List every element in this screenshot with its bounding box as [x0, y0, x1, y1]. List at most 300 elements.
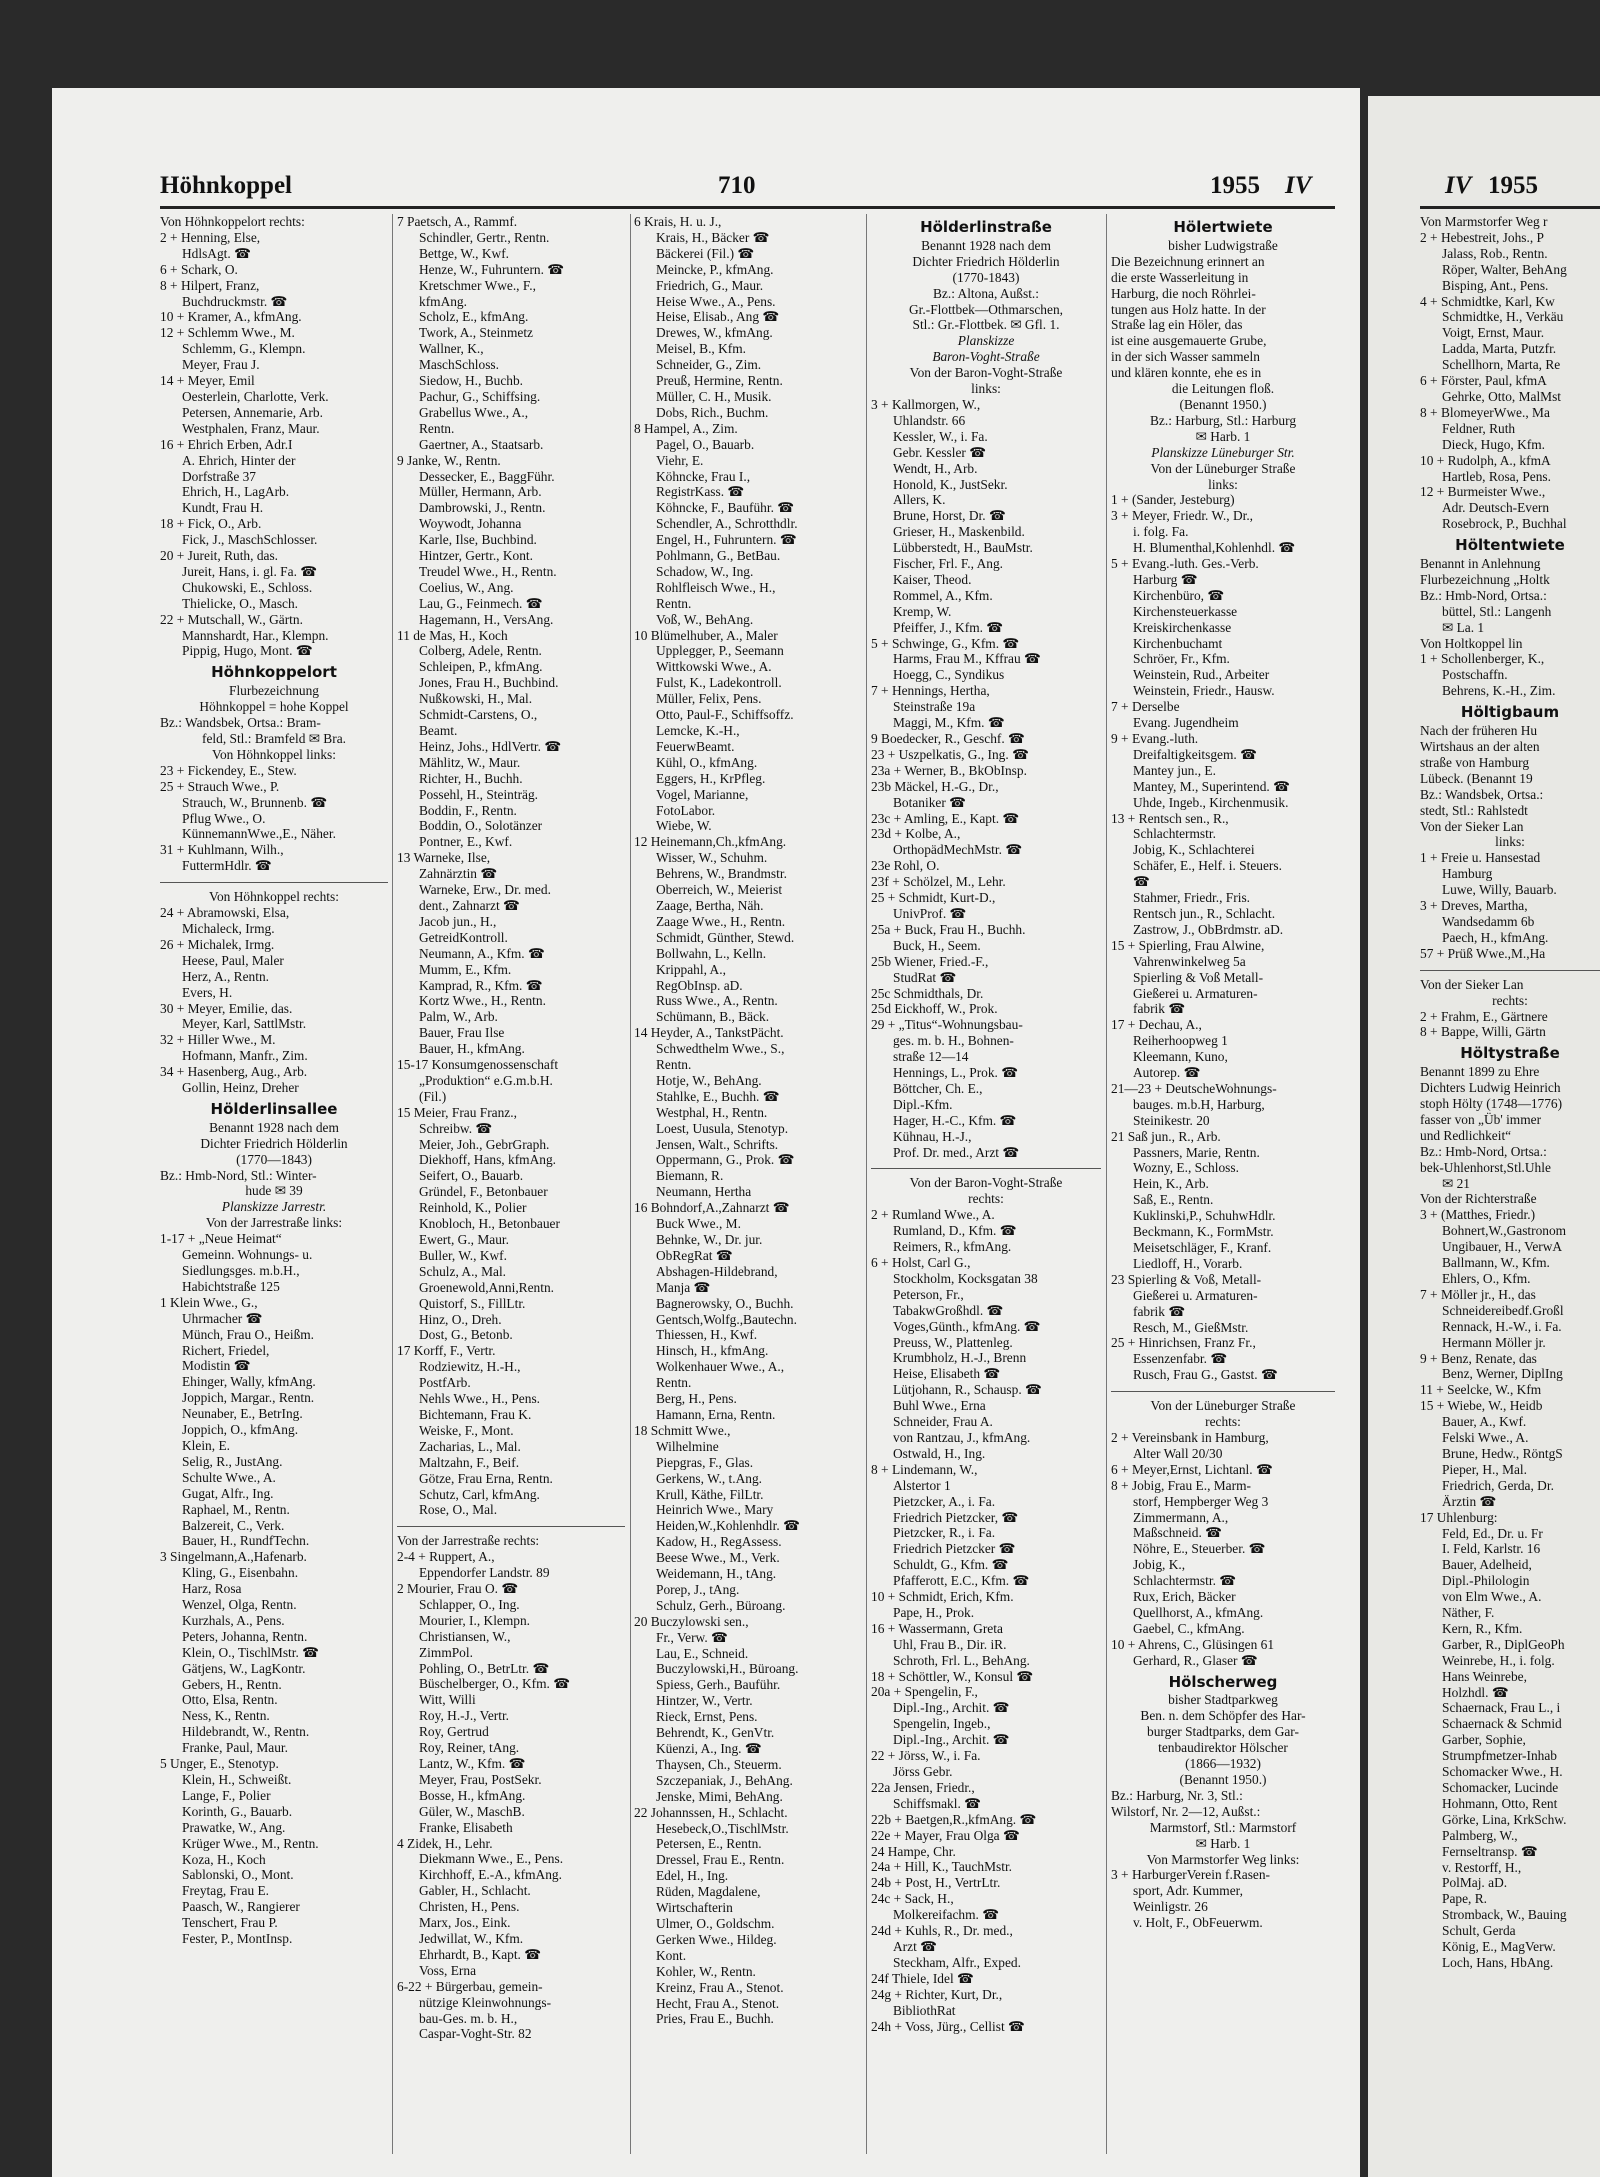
resident-line: Thielicke, O., Masch. — [182, 595, 299, 611]
resident-line: Harms, Frau M., Kffrau ☎ — [893, 651, 1041, 667]
resident-line: Resch, M., GießMstr. — [1133, 1319, 1249, 1335]
resident-line: Voigt, Ernst, Maur. — [1442, 325, 1545, 341]
directory-entry-line: 2 + Vereinsbank in Hamburg, — [1111, 1429, 1269, 1445]
resident-line: Güler, W., MaschB. — [419, 1803, 525, 1819]
resident-line: Gaebel, C., kfmAng. — [1133, 1620, 1245, 1636]
street-note-line: (1770—1843) — [236, 1151, 312, 1167]
resident-line: Görke, Lina, KrkSchw. — [1442, 1811, 1567, 1827]
resident-line: Gründel, F., Betonbauer — [419, 1184, 548, 1200]
resident-line: Uhde, Ingeb., Kirchenmusik. — [1133, 794, 1289, 810]
directory-entry-line: 24h + Voss, Jürg., Cellist ☎ — [871, 2018, 1025, 2034]
directory-entry-line: 1 + Freie u. Hansestad — [1420, 850, 1541, 866]
resident-line: Heinz, Johs., HdlVertr. ☎ — [419, 738, 562, 754]
resident-line: Zaage Wwe., H., Rentn. — [656, 913, 786, 929]
resident-line: Autorep. ☎ — [1133, 1065, 1201, 1081]
resident-line: Nehls Wwe., H., Pens. — [419, 1391, 540, 1407]
resident-line: Reinhold, K., Polier — [419, 1200, 527, 1216]
resident-line: Steinstraße 19a — [893, 699, 976, 715]
directory-entry-line: in der sich Wasser sammeln — [1111, 349, 1260, 365]
resident-line: Seifert, O., Bauarb. — [419, 1168, 524, 1184]
resident-line: Feldner, Ruth — [1442, 420, 1516, 436]
resident-line: Rosebrock, P., Buchhal — [1442, 516, 1567, 532]
resident-line: Uhrmacher ☎ — [182, 1310, 263, 1326]
resident-line: Gießerei u. Armaturen- — [1133, 1287, 1258, 1303]
resident-line: Steinikestr. 20 — [1133, 1112, 1210, 1128]
resident-line: Vogel, Marianne, — [656, 786, 749, 802]
resident-line: Schindler, Gertr., Rentn. — [419, 229, 550, 245]
resident-line: Neumann, A., Kfm. ☎ — [419, 945, 545, 961]
resident-line: Jedwillat, W., Kfm. — [419, 1930, 524, 1946]
resident-line: Gaertner, A., Staatsarb. — [419, 436, 544, 452]
resident-line: Weidemann, H., tAng. — [656, 1566, 777, 1582]
resident-line: Twork, A., Steinmetz — [419, 325, 533, 341]
directory-entry-line: Benannt 1899 zu Ehre — [1420, 1064, 1540, 1080]
street-note-line: ✉ Harb. 1 — [1195, 1835, 1251, 1851]
resident-line: Müller, Felix, Pens. — [656, 691, 762, 707]
resident-line: Köhncke, F., Bauführ. ☎ — [656, 500, 794, 516]
resident-line: Kreinz, Frau A., Stenot. — [656, 1979, 784, 1995]
resident-line: Rennack, H.-W., i. Fa. — [1442, 1318, 1562, 1334]
resident-line: Behrendt, K., GenVtr. — [656, 1725, 775, 1741]
directory-entry-line: 23d + Kolbe, A., — [871, 826, 961, 842]
resident-line: KünnemannWwe.,E., Näher. — [182, 826, 336, 842]
street-note-line: die Leitungen floß. — [1171, 381, 1275, 397]
resident-line: Meyer, Frau J. — [182, 357, 260, 373]
directory-entry-line: 23 Spierling & Voß, Metall- — [1111, 1271, 1262, 1287]
street-note-line: Von der Jarrestraße links: — [205, 1215, 343, 1231]
resident-line: Lemcke, K.-H., — [656, 723, 740, 738]
directory-entry-line: 14 Heyder, A., TankstPächt. — [634, 1025, 784, 1041]
resident-line: Büschelberger, O., Kfm. ☎ — [419, 1676, 570, 1692]
directory-entry-line: 1 Klein Wwe., G., — [160, 1294, 258, 1310]
directory-entry-line: 15 Meier, Frau Franz., — [397, 1104, 517, 1120]
resident-line: Bauer, Frau Ilse — [419, 1025, 505, 1041]
resident-line: Thaysen, Ch., Steuerm. — [656, 1756, 782, 1772]
resident-line: Warneke, Erw., Dr. med. — [419, 882, 551, 898]
resident-line: Koza, H., Koch — [182, 1851, 266, 1867]
directory-column-4 — [871, 214, 1101, 2164]
street-note-line: Stl.: Gr.-Flottbek. ✉ Gfl. 1. — [912, 317, 1060, 333]
directory-entry-line: stedt, Stl.: Rahlstedt — [1420, 802, 1528, 818]
resident-line: Rux, Erich, Bäcker — [1133, 1589, 1236, 1605]
resident-line: Pachur, G., Schiffsing. — [419, 388, 541, 404]
resident-line: Reiherhoopweg 1 — [1133, 1033, 1228, 1049]
directory-entry-line: 8 + Hilpert, Franz, — [160, 277, 260, 293]
resident-line: Luwe, Willy, Bauarb. — [1442, 882, 1557, 898]
resident-line: von Elm Wwe., A. — [1442, 1589, 1542, 1605]
facing-edition-year: 1955 — [1488, 172, 1538, 199]
resident-line: Schadow, W., Ing. — [656, 563, 754, 579]
directory-entry-line: 22e + Mayer, Frau Olga ☎ — [871, 1827, 1020, 1843]
resident-line: Buck Wwe., M. — [656, 1216, 741, 1232]
resident-line: Westphalen, Franz, Maur. — [182, 420, 320, 436]
resident-line: Bohnert,W.,Gastronom — [1442, 1223, 1567, 1239]
resident-line: Franke, Paul, Maur. — [182, 1740, 288, 1756]
resident-line: Loest, Uusula, Stenotyp. — [656, 1120, 789, 1136]
resident-line: Liedloff, H., Vorarb. — [1133, 1255, 1243, 1271]
resident-line: Schäfer, E., Helf. i. Steuers. — [1133, 858, 1282, 874]
resident-line: Paasch, W., Rangierer — [182, 1899, 300, 1915]
directory-entry-line: Von der Sieker Lan — [1420, 976, 1524, 992]
resident-line: Dressel, Frau E., Rentn. — [656, 1852, 785, 1868]
resident-line: Götze, Frau Erna, Rentn. — [419, 1470, 553, 1486]
resident-line: büttel, Stl.: Langenh — [1442, 603, 1552, 619]
resident-line: Meyer, Karl, SattlMstr. — [182, 1016, 307, 1032]
resident-line: Bagnerowsky, O., Buchh. — [656, 1295, 794, 1311]
resident-line: Upplegger, P., Seemann — [656, 643, 784, 659]
resident-line: Dieck, Hugo, Kfm. — [1442, 436, 1546, 452]
directory-entry-line: 23a + Werner, B., BkObInsp. — [871, 762, 1027, 778]
resident-line: Jobig, K., — [1133, 1557, 1186, 1573]
resident-line: Gentsch,Wolfg.,Bautechn. — [656, 1311, 797, 1327]
street-note-line: Von der Lüneburger Straße — [1150, 1398, 1296, 1414]
resident-line: Münch, Frau O., Heißm. — [182, 1326, 315, 1342]
street-note-line: links: — [971, 381, 1001, 397]
resident-line: Berg, H., Pens. — [656, 1391, 737, 1407]
resident-line: Behrens, K.-H., Zim. — [1442, 683, 1556, 699]
resident-line: Arzt ☎ — [893, 1938, 937, 1954]
resident-line: Kirchensteuerkasse — [1133, 603, 1238, 619]
street-note-line: Flurbezeichnung — [229, 683, 319, 699]
resident-line: Brune, Hedw., RöntgS — [1442, 1445, 1563, 1461]
resident-line: Heinrich Wwe., Mary — [656, 1502, 774, 1518]
resident-line: Grabellus Wwe., A., — [419, 404, 529, 420]
street-note-line: links: — [1495, 834, 1525, 850]
resident-line: Hennings, L., Prok. ☎ — [893, 1065, 1018, 1081]
directory-entry-line: 24c + Sack, H., — [871, 1891, 954, 1907]
resident-line: Schwedthelm Wwe., S., — [656, 1041, 785, 1057]
directory-column-1 — [160, 214, 388, 2164]
directory-entry-line: 14 + Meyer, Emil — [160, 373, 255, 389]
resident-line: Viehr, E. — [656, 452, 704, 468]
resident-line: Krull, Käthe, FilLtr. — [656, 1486, 764, 1502]
resident-line: Heese, Paul, Maler — [182, 952, 284, 968]
directory-column-5 — [1111, 214, 1335, 2164]
resident-line: Stromback, W., Bauing — [1442, 1907, 1567, 1923]
resident-line: Nöhre, E., Steuerber. ☎ — [1133, 1541, 1266, 1557]
resident-line: PostfArb. — [419, 1375, 471, 1391]
resident-line: Roy, Reiner, tAng. — [419, 1740, 520, 1756]
resident-line: MaschSchloss. — [419, 357, 499, 373]
resident-line: Heise, Elisabeth ☎ — [893, 1366, 1001, 1382]
resident-line: Kretschmer Wwe., F., — [419, 277, 536, 293]
resident-line: Gerken Wwe., Hildeg. — [656, 1931, 777, 1947]
resident-line: Zimmermann, A., — [1133, 1509, 1229, 1525]
street-note-line: (Benannt 1950.) — [1179, 1772, 1267, 1787]
resident-line: Piepgras, F., Glas. — [656, 1454, 754, 1470]
directory-entry-line: 8 + BlomeyerWwe., Ma — [1420, 404, 1550, 420]
resident-line: Kirchenbüro, ☎ — [1133, 587, 1225, 603]
resident-line: Hintzer, Gertr., Kont. — [419, 548, 533, 564]
directory-entry-line: 2 + Rumland Wwe., A. — [871, 1207, 995, 1223]
resident-line: Dipl.-Ing., Archit. ☎ — [893, 1732, 1010, 1748]
resident-line: Dambrowski, J., Rentn. — [419, 500, 546, 516]
resident-line: Henze, W., Fuhruntern. ☎ — [419, 261, 564, 277]
resident-line: Pippig, Hugo, Mont. ☎ — [182, 643, 313, 659]
directory-entry-line: 6 + Holst, Carl G., — [871, 1255, 971, 1270]
directory-entry-line: 6 + Schark, O. — [160, 261, 238, 277]
resident-line: Gerkens, W., t.Ang. — [656, 1470, 762, 1486]
resident-line: storf, Hempberger Weg 3 — [1133, 1493, 1269, 1509]
column-divider-3 — [866, 214, 867, 2154]
resident-line: Müller, Hermann, Arb. — [419, 484, 542, 500]
resident-line: Alter Wall 20/30 — [1133, 1445, 1223, 1461]
street-note-line: Bz.: Harburg, Stl.: Harburg — [1149, 412, 1297, 428]
resident-line: Dorfstraße 37 — [182, 468, 256, 484]
street-note-line: Bz.: Altona, Außst.: — [932, 285, 1039, 301]
directory-entry-line: 25a + Buck, Frau H., Buchh. — [871, 921, 1026, 937]
resident-line: Kreiskirchenkasse — [1133, 619, 1232, 635]
resident-line: Kohler, W., Rentn. — [656, 1963, 756, 1979]
resident-line: Modistin ☎ — [182, 1358, 251, 1374]
resident-line: Kern, R., Kfm. — [1442, 1620, 1523, 1636]
resident-line: nützige Kleinwohnungs- — [419, 1994, 552, 2010]
resident-line: Caspar-Voght-Str. 82 — [419, 2026, 532, 2042]
directory-entry-line: 10 + Ahrens, C., Glüsingen 61 — [1111, 1636, 1275, 1652]
plan-reference: Planskizze Lüneburger Str. — [1151, 444, 1295, 460]
resident-line: Grieser, H., Maskenbild. — [893, 524, 1025, 540]
resident-line: Spiess, Gerh., Bauführ. — [656, 1677, 781, 1693]
directory-entry-line: und Redlichkeit“ — [1420, 1127, 1512, 1143]
resident-line: Otto, Paul-F., Schiffsoffz. — [656, 707, 794, 723]
directory-entry-line: Nach der früheren Hu — [1420, 723, 1538, 739]
resident-line: Hohmann, Otto, Rent — [1442, 1795, 1558, 1811]
resident-line: Fischer, Frl. F., Ang. — [893, 556, 1003, 572]
resident-line: bauges. m.b.H, Harburg, — [1133, 1096, 1265, 1112]
directory-entry-line: 1-17 + „Neue Heimat“ — [160, 1231, 282, 1247]
directory-entry-line: 8 + Jobig, Frau E., Marm- — [1111, 1477, 1251, 1493]
resident-line: Schmidtke, H., Verkäu — [1442, 309, 1564, 325]
resident-line: Alstertor 1 — [893, 1477, 951, 1493]
resident-line: Bettge, W., Kwf. — [419, 245, 510, 261]
resident-line: Bauer, A., Kwf. — [1442, 1414, 1527, 1430]
resident-line: Schlachtermstr. ☎ — [1133, 1573, 1236, 1589]
resident-line: Joppich, O., kfmAng. — [182, 1422, 299, 1438]
resident-line: Müller, C. H., Musik. — [656, 388, 772, 404]
resident-line: Weinstein, Rud., Arbeiter — [1133, 667, 1270, 683]
resident-line: Voges,Günth., kfmAng. ☎ — [893, 1318, 1041, 1334]
resident-line: Böttcher, Ch. E., — [893, 1080, 983, 1096]
resident-line: Pfeiffer, J., Kfm. ☎ — [893, 619, 1003, 635]
directory-entry-line: fasser von „Üb' immer — [1420, 1111, 1542, 1127]
resident-line: Wolkenhauer Wwe., A., — [656, 1359, 785, 1375]
resident-line: Meisetschläger, F., Kranf. — [1133, 1240, 1272, 1255]
resident-line: Stahlke, E., Buchh. ☎ — [656, 1088, 780, 1104]
resident-line: Schaernack, Frau L., i — [1442, 1700, 1561, 1716]
directory-entry-line: 25c Schmidthals, Dr. — [871, 985, 984, 1001]
resident-line: Rumland, D., Kfm. ☎ — [893, 1223, 1017, 1239]
resident-line: straße 12—14 — [893, 1049, 969, 1065]
directory-entry-line: 7 + Hennings, Hertha, — [871, 683, 990, 699]
resident-line: Schulte Wwe., A. — [182, 1469, 276, 1485]
resident-line: Schutz, Carl, kfmAng. — [419, 1486, 540, 1502]
section-divider — [1111, 1391, 1335, 1392]
resident-line: Franke, Elisabeth — [419, 1819, 513, 1835]
resident-line: Ehrhardt, B., Kapt. ☎ — [419, 1946, 541, 1962]
resident-line: Hamburg — [1442, 866, 1493, 882]
resident-line: Dipl.-Kfm. — [893, 1096, 953, 1112]
directory-entry-line: 25 + Hinrichsen, Franz Fr., — [1111, 1335, 1256, 1351]
resident-line: Zacharias, L., Mal. — [419, 1438, 521, 1454]
street-note-line: rechts: — [968, 1191, 1004, 1207]
directory-entry-line: 3 + Kallmorgen, W., — [871, 396, 981, 412]
directory-entry-line: ist eine ausgemauerte Grube, — [1111, 333, 1267, 349]
resident-line: Holzhdl. ☎ — [1442, 1684, 1509, 1700]
resident-line: Hans Weinrebe, — [1442, 1668, 1527, 1684]
directory-entry-line: 16 Bohndorf,A.,Zahnarzt ☎ — [634, 1200, 790, 1216]
resident-line: Manja ☎ — [656, 1279, 711, 1295]
directory-entry-line: 5 Unger, E., Stenotyp. — [160, 1756, 279, 1772]
resident-line: Saß, E., Rentn. — [1133, 1192, 1214, 1208]
directory-entry-line: Wilstorf, Nr. 2—12, Außst.: — [1111, 1803, 1261, 1819]
resident-line: Jensen, Walt., Schrifts. — [656, 1136, 779, 1152]
resident-line: Wallner, K., — [419, 341, 484, 357]
resident-line: Küenzi, A., Ing. ☎ — [656, 1741, 762, 1756]
street-note-line: Von Höhnkoppel rechts: — [209, 889, 339, 905]
street-note-line: (1770-1843) — [952, 269, 1020, 285]
resident-line: Hager, H.-C., Kfm. ☎ — [893, 1112, 1017, 1128]
directory-column-3 — [634, 214, 862, 2164]
resident-line: Schomacker Wwe., H. — [1442, 1764, 1563, 1780]
street-heading: Hölderlinstraße — [920, 218, 1052, 236]
directory-entry-line: 20a + Spengelin, F., — [871, 1684, 978, 1700]
resident-line: Rohlfleisch Wwe., H., — [656, 579, 776, 595]
directory-entry-line: 13 + Rentsch sen., R., — [1111, 810, 1229, 826]
resident-line: Rüden, Magdalene, — [656, 1884, 761, 1900]
resident-line: Brune, Horst, Dr. ☎ — [893, 508, 1006, 524]
resident-line: Wozny, E., Schloss. — [1133, 1160, 1239, 1176]
resident-line: ☎ — [1133, 874, 1150, 890]
resident-line: Dessecker, E., BaggFühr. — [419, 468, 555, 484]
street-note-line: Von der Baron-Voght-Straße — [909, 365, 1063, 381]
directory-entry-line: 10 Blümelhuber, A., Maler — [634, 627, 778, 643]
resident-line: König, E., MagVerw. — [1442, 1939, 1556, 1955]
directory-entry-line: Von Holtkoppel lin — [1420, 635, 1523, 651]
resident-line: Beamt. — [419, 723, 458, 738]
resident-line: Kessler, W., i. Fa. — [893, 428, 988, 444]
resident-line: Klein, H., Schweißt. — [182, 1772, 292, 1787]
resident-line: Eppendorfer Landstr. 89 — [419, 1565, 550, 1581]
resident-line: I. Feld, Karlstr. 16 — [1442, 1541, 1541, 1557]
resident-line: OrthopädMechMstr. ☎ — [893, 842, 1022, 858]
resident-line: Colberg, Adele, Rentn. — [419, 643, 542, 659]
directory-entry-line: und klären konnte, ehe es in — [1111, 365, 1262, 381]
resident-line: ✉ La. 1 — [1442, 619, 1485, 635]
directory-entry-line: 3 Singelmann,A.,Hafenarb. — [160, 1549, 307, 1565]
resident-line: FuttermHdlr. ☎ — [182, 858, 272, 874]
resident-line: Gießerei u. Armaturen- — [1133, 985, 1258, 1001]
resident-line: Krumbholz, H.-J., Brenn — [893, 1350, 1027, 1366]
resident-line: Friedrich Pietzcker, ☎ — [893, 1509, 1019, 1525]
directory-entry-line: 1 + (Sander, Jesteburg) — [1111, 492, 1235, 508]
resident-line: Strauch, W., Brunnenb. ☎ — [182, 794, 327, 810]
resident-line: Heise Wwe., A., Pens. — [656, 293, 776, 309]
resident-line: Hermann Möller jr. — [1442, 1334, 1546, 1350]
resident-line: Lange, F., Polier — [182, 1787, 271, 1803]
resident-line: Diekhoff, Hans, kfmAng. — [419, 1152, 556, 1168]
street-note-line: Von der Baron-Voght-Straße — [909, 1175, 1063, 1191]
directory-entry-line: 10 + Schmidt, Erich, Kfm. — [871, 1589, 1014, 1605]
resident-line: Spengelin, Ingeb., — [893, 1716, 991, 1732]
resident-line: A. Ehrich, Hinter der — [182, 452, 296, 468]
resident-line: Rusch, Frau G., Gastst. ☎ — [1133, 1367, 1278, 1383]
resident-line: Mannshardt, Har., Klempn. — [182, 627, 329, 643]
directory-entry-line: 24g + Richter, Kurt, Dr., — [871, 1986, 1003, 2002]
resident-line: Eggers, H., KrPfleg. — [656, 770, 766, 786]
directory-entry-line: 31 + Kuhlmann, Wilh., — [160, 842, 284, 858]
resident-line: Heise, Elisab., Ang ☎ — [656, 309, 780, 325]
directory-entry-line: 23e Rohl, O. — [871, 858, 940, 874]
resident-line: Pieper, H., Mal. — [1442, 1461, 1527, 1477]
directory-entry-line: Die Bezeichnung erinnert an — [1111, 253, 1265, 269]
street-heading: Höltentwiete — [1455, 536, 1565, 555]
directory-entry-line: 21 Saß jun., R., Arb. — [1111, 1128, 1221, 1144]
resident-line: Schlapper, O., Ing. — [419, 1596, 520, 1612]
street-heading: Hölscherweg — [1168, 1672, 1278, 1691]
street-heading: Hölertwiete — [1173, 218, 1273, 236]
directory-entry-line: Dichters Ludwig Heinrich — [1420, 1080, 1561, 1096]
resident-line: Beckmann, K., FormMstr. — [1133, 1224, 1274, 1240]
section-divider — [871, 1168, 1101, 1169]
street-note-line: (Benannt 1950.) — [1179, 396, 1267, 412]
resident-line: BibliothRat — [893, 2002, 956, 2018]
resident-line: Schneider, G., Zim. — [656, 357, 762, 373]
resident-line: Oesterlein, Charlotte, Verk. — [182, 388, 329, 404]
directory-entry-line: bek-Uhlenhorst,Stl.Uhle — [1420, 1159, 1551, 1175]
resident-line: Schmidt, Günther, Stewd. — [656, 929, 795, 945]
resident-line: Loch, Hans, HbAng. — [1442, 1954, 1554, 1970]
resident-line: Bauer, H., RundfTechn. — [182, 1533, 310, 1549]
resident-line: Wenzel, Olga, Rentn. — [182, 1597, 297, 1613]
directory-entry-line: 23b Mäckel, H.-G., Dr., — [871, 778, 999, 794]
street-heading: Höltigbaum — [1460, 703, 1560, 722]
street-note-line: (1866—1932) — [1185, 1756, 1261, 1772]
resident-line: Garber, R., DiplGeoPh — [1442, 1636, 1565, 1652]
resident-line: Schendler, A., Schrotthdlr. — [656, 516, 798, 532]
resident-line: Hildebrandt, W., Rentn. — [182, 1724, 310, 1740]
resident-line: Schlemm, G., Klempn. — [182, 341, 306, 357]
facing-volume-number: IV — [1445, 172, 1472, 199]
plan-reference: Planskizze — [957, 333, 1015, 349]
resident-line: Schulz, A., Mal. — [419, 1263, 507, 1279]
resident-line: Hintzer, W., Vertr. — [656, 1693, 753, 1709]
resident-line: Schaernack & Schmid — [1442, 1716, 1562, 1732]
resident-line: Schult, Gerda — [1442, 1923, 1516, 1939]
resident-line: Weinstein, Friedr., Hausw. — [1133, 683, 1275, 699]
page-number: 710 — [718, 172, 756, 199]
resident-line: „Produktion“ e.G.m.b.H. — [419, 1072, 553, 1088]
directory-entry-line: 12 Heinemann,Ch.,kfmAng. — [634, 834, 787, 850]
directory-entry-line: 23c + Amling, E., Kapt. ☎ — [871, 810, 1020, 826]
resident-line: Schellhorn, Marta, Re — [1442, 357, 1561, 373]
directory-entry-line: 29 + „Titus“-Wohnungsbau- — [871, 1017, 1023, 1033]
resident-line: Hotje, W., BehAng. — [656, 1072, 762, 1088]
page-running-title: Höhnkoppel — [160, 172, 293, 199]
directory-entry-line: Von der Sieker Lan — [1420, 818, 1524, 834]
resident-line: Lau, G., Feinmech. ☎ — [419, 595, 543, 611]
resident-line: Pape, H., Prok. — [893, 1604, 975, 1620]
directory-entry-line: 5 + Evang.-luth. Ges.-Verb. — [1111, 556, 1259, 572]
resident-line: Wiebe, W. — [656, 818, 712, 834]
directory-entry-line: straße von Hamburg — [1420, 754, 1530, 770]
resident-line: Roy, H.-J., Vertr. — [419, 1708, 510, 1724]
resident-line: Harburg ☎ — [1133, 571, 1198, 587]
directory-entry-line: 2 + Henning, Else, — [160, 229, 261, 245]
directory-entry-line: 18 + Schöttler, W., Konsul ☎ — [871, 1668, 1034, 1684]
resident-line: Dreifaltigkeitsgem. ☎ — [1133, 746, 1257, 762]
resident-line: Russ Wwe., A., Rentn. — [656, 993, 778, 1009]
resident-line: Otto, Elsa, Rentn. — [182, 1692, 278, 1708]
